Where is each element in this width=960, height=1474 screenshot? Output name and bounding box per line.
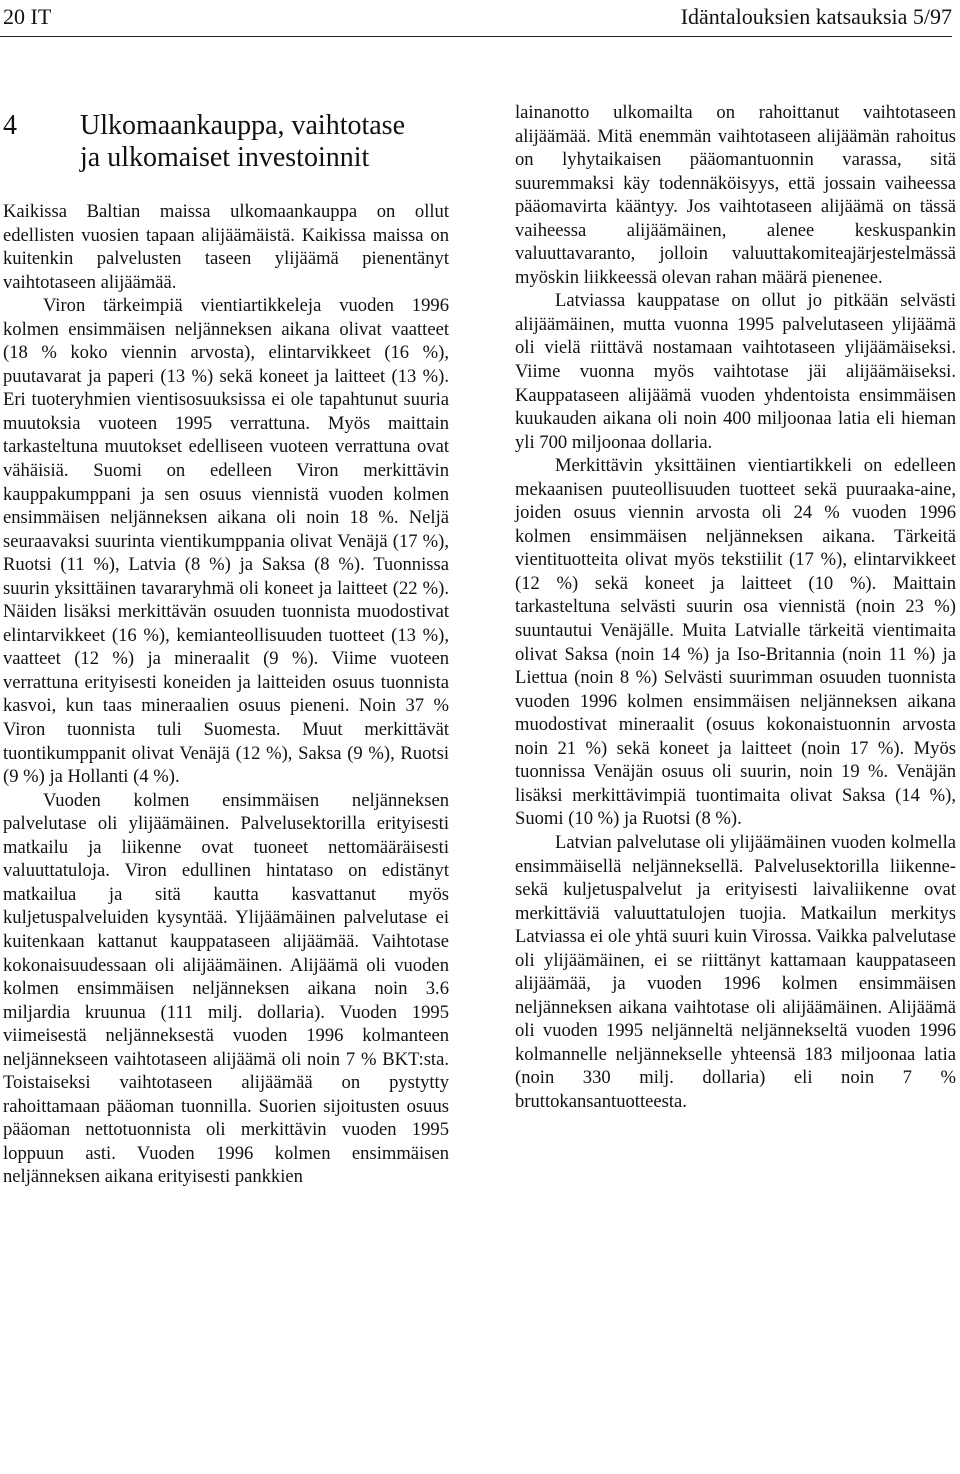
running-header — [3, 2, 952, 32]
left-column — [3, 100, 449, 1189]
header-rule — [0, 36, 952, 37]
section-title-line2: ja ulkomaiset investoinnit — [80, 142, 370, 173]
paragraph: Latviassa kauppatase on ollut jo pitkään selvästi alijäämäinen, mutta vuonna 1995 palvelutaseen ylijäämä oli vielä riittävä nostamaan vaihtotaseen ylijäämäiseksi. Viime vuonna myös vaihtotase jäi alijäämäiseksi. Kauppataseen alijäämä vuoden yhdentoista ensimmäisen kuukauden aikana oli noin 400 miljoonaa latia eli hieman yli 700 miljoonaa dollaria. — [515, 290, 956, 453]
paragraph: Latvian palvelutase oli ylijäämäinen vuoden kolmella ensimmäisellä neljänneksellä. Palvelusektorilla liikenne- sekä kuljetuspalvelut ja erityisesti laivaliikenne ovat merkittäviä valuuttatulojen tuojia. Matkailun merkitys Latviassa ei ole yhtä suuri kuin Virossa. Vaikka palvelutase oli ylijäämäinen, ei se riittänyt kattamaan kauppataseen alijäämää, ja vuoden 1996 kolmen ensimmäisen neljänneksen aikana vaihtotase oli alijäämäinen. Alijäämä oli vuoden 1995 neljänneltä neljännekseltä vuoden 1996 kolmannelle neljännekselle yhteensä 183 miljoonaa latia (noin 330 milj. dollaria) eli noin 7 % bruttokansantuotteesta. — [515, 831, 956, 1112]
section-title-line1: Ulkomaankauppa, vaihtotase — [80, 110, 406, 141]
paragraph: lainanotto ulkomailta on rahoittanut vaihtotaseen alijäämää. Mitä enemmän vaihtotaseen alijäämän rahoitus on lyhytaikaisen pääomantuonnin varassa, sitä suuremmaksi käy todennäköisyys, että jossain vaiheessa pääomavirta kääntyy. Jos vaihtotaseen alijäämä on tässä vaiheessa alijäämäinen, alenee keskuspankin valuuttavaranto, jolloin valuuttakomiteajärjestelmässä myöskin liikkeessä olevan rahan määrä pienenee. — [515, 102, 956, 288]
paragraph: Vuoden kolmen ensimmäisen neljänneksen palvelutase oli ylijäämäinen. Palvelusektorilla erityisesti matkailu ja liikenne ovat tuoneet nettomääräisesti valuuttatuloja. Viron edullinen hintataso on edistänyt matkailua ja sitä kautta kasvattanut myös kuljetuspalveluiden kysyntää. Ylijäämäinen palvelutase ei kuitenkaan kattanut kauppataseen alijäämää. Vaihtotase kokonaisuudessaan oli alijäämäinen. Alijäämä oli vuoden kolmen ensimmäisen neljänneksen aikana noin 3.6 miljardia kruunua (111 milj. dollaria). Vuoden 1995 viimeisestä neljänneksestä vuoden 1996 kolmanteen neljännekseen vaihtotaseen alijäämä oli noin 7 % BKT:sta. Toistaiseksi vaihtotaseen alijäämää on pystytty rahoittamaan pääoman tuonnilla. Suorien sijoitusten osuus pääoman nettotuonnista oli merkittävin vuoden 1995 loppuun asti. Vuoden 1996 kolmen ensimmäisen neljänneksen aikana erityisesti pankkien — [3, 789, 449, 1188]
section-number: 4 — [3, 110, 17, 141]
paragraph: Kaikissa Baltian maissa ulkomaankauppa on ollut edellisten vuosien tapaan alijäämäistä. Kaikissa maissa on kuitenkin palvelusten taseen ylijäämä pienentänyt vaihtotaseen alijäämää. — [3, 201, 449, 293]
paragraph: Viron tärkeimpiä vientiartikkeleja vuoden 1996 kolmen ensimmäisen neljänneksen aikana olivat vaatteet (18 % koko viennin arvosta), elintarvikkeet (16 %), puutavarat ja paperi (13 %) sekä koneet ja laitteet (13 %). Eri tuoteryhmien vientisosuuksissa ei ole tapahtunut suuria muutoksia vuoteen 1995 verrattuna. Myös maittain tarkasteltuna muutokset edelliseen vuoteen verrattuna ovat vähäisiä. Suomi on edelleen Viron merkittävin kauppakumppani ja sen osuus viennistä vuoden kolmen ensimmäisen neljänneksen aikana oli noin 18 %. Neljä seuraavaksi suurinta vientikumppania olivat Venäjä (17 %), Ruotsi (11 %), Latvia (8 %) ja Saksa (8 %). Tuonnissa suurin yksittäinen tavararyhmä oli koneet ja laitteet (22 %). Näiden lisäksi merkittävän osuuden tuonnista muodostivat elintarvikkeet (16 %), kemianteollisuuden tuotteet (13 %), vaatteet (12 %) ja mineraalit (9 %). Viime vuoteen verrattuna erityisesti koneiden ja laitteiden osuus tuonnista kasvoi, kun taas mineraalien osuus pieneni. Noin 37 % Viron tuonnista tuli Suomesta. Muut merkittävät tuontikumppanit olivat Venäjä (12 %), Saksa (9 %), Ruotsi (9 %) ja Hollanti (4 %). — [3, 295, 449, 788]
section-heading — [3, 110, 449, 174]
paragraph: Merkittävin yksittäinen vientiartikkeli on edelleen mekaanisen puuteollisuuden tuotteet sekä puuraaka-aine, joiden osuus viennin arvosta oli 24 % vuoden 1996 kolmen ensimmäisen neljänneksen aikana. Tärkeitä vientituotteita olivat myös tekstiilit (17 %), elintarvikkeet (12 %) sekä koneet ja laitteet (10 %). Maittain tarkasteltuna selvästi suurin osa viennistä (noin 23 %) suuntautui Venäjälle. Muita Latvialle tärkeitä vientimaita olivat Saksa (noin 14 %) ja Iso-Britannia (noin 11 %) ja Liettua (noin 8 %) Selvästi suurimman osuuden tuonnista vuoden 1996 kolmen ensimmäisen neljänneksen aikana muodostivat mineraalit (osuus kokonaistuonnin arvosta noin 21 %) sekä koneet ja laitteet (noin 17 %). Myös tuonnissa Venäjän osuus oli suurin, noin 19 %. Venäjän lisäksi merkittävimpiä tuontimaita olivat Saksa (14 %), Suomi (10 %) ja Ruotsi (8 %). — [515, 455, 956, 830]
publication-title: Idäntalouksien katsauksia 5/97 — [680, 4, 952, 29]
page-number-label: 20 IT — [3, 4, 52, 29]
section-title — [80, 110, 449, 174]
right-column — [515, 101, 956, 1114]
